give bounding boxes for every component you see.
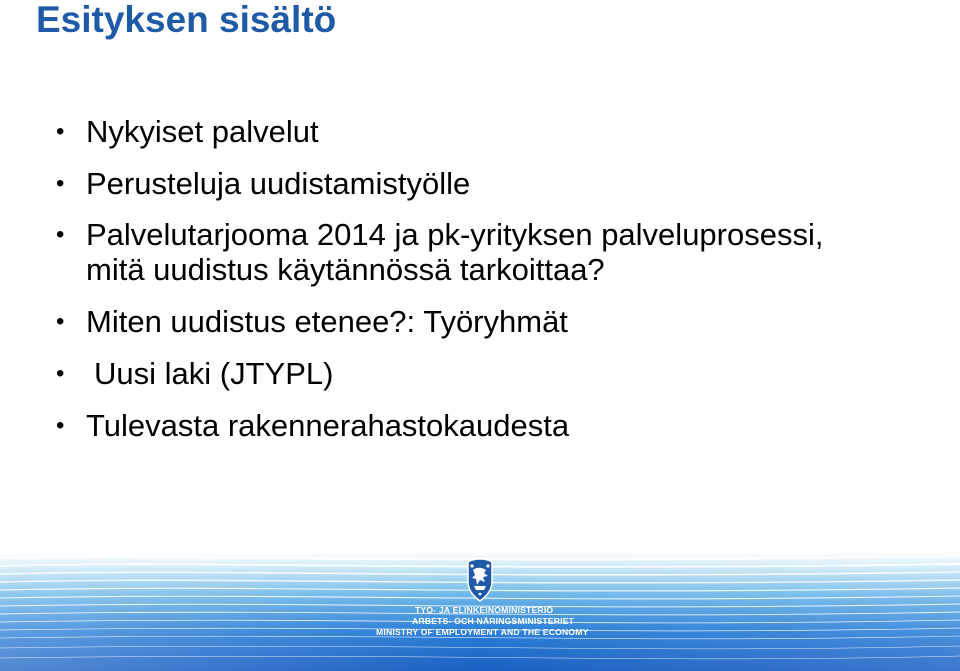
bullet-text: Perusteluja uudistamistyölle [86,166,471,201]
bullet-item [56,408,936,443]
bullet-list [56,114,936,460]
slide-title: Esityksen sisältö [36,0,337,40]
bullet-dot-icon: • [56,412,65,439]
bullet-text: Palvelutarjooma 2014 ja pk-yrityksen palveluprosessi, mitä uudistus käytännössä tarkoittaa? [86,217,824,287]
ministry-name-swedish: ARBETS- OCH NÄRINGSMINISTERIET [412,616,575,626]
ministry-name [376,605,589,638]
bullet-text: Nykyiset palvelut [86,114,319,149]
bullet-dot-icon: • [56,221,65,248]
lion-coat-of-arms-icon [462,558,498,602]
bullet-item [56,114,936,149]
bullet-item [56,304,936,339]
bullet-item [56,356,936,391]
bullet-dot-icon: • [56,118,65,145]
bullet-text: Uusi laki (JTYPL) [94,356,334,391]
bullet-item [56,166,936,201]
bullet-dot-icon: • [56,360,65,387]
ministry-name-finnish: TYÖ- JA ELINKEINOMINISTERIÖ [415,605,554,615]
bullet-dot-icon: • [56,170,65,197]
bullet-text: Miten uudistus etenee?: Työryhmät [86,304,568,339]
bullet-dot-icon: • [56,308,65,335]
ministry-name-english: MINISTRY OF EMPLOYMENT AND THE ECONOMY [376,627,589,637]
bullet-text: Tulevasta rakennerahastokaudesta [86,408,570,443]
bullet-item [56,217,836,287]
